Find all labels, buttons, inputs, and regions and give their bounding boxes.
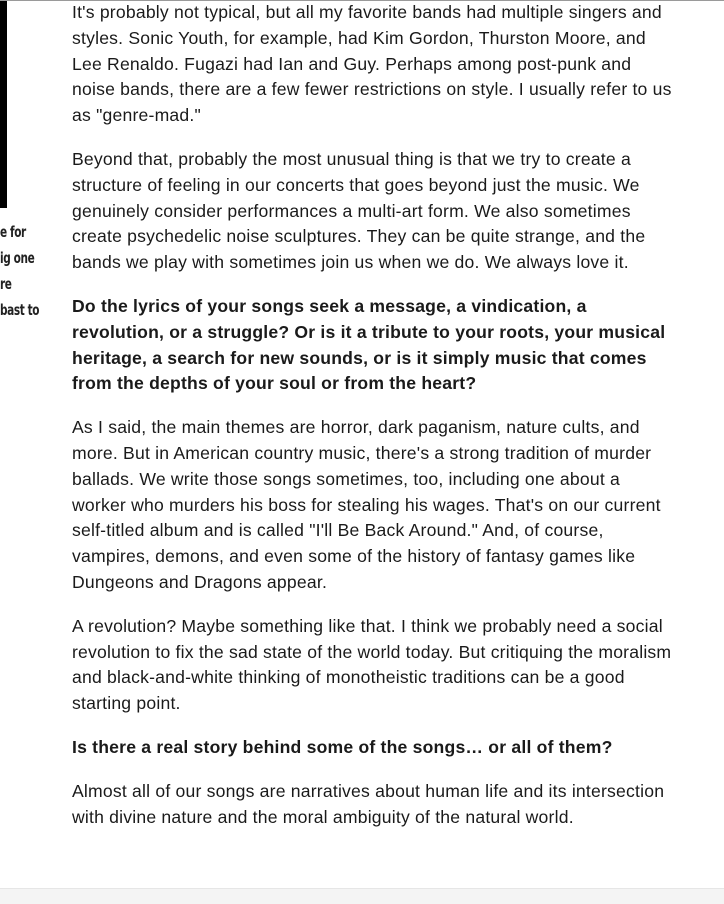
- sidebar-image-edge: [0, 1, 7, 208]
- answer-paragraph: Beyond that, probably the most unusual thing is that we try to create a structure of feeling in our concerts that goes beyond just the music. We genuinely consider performances a multi-art form. We also sometimes create psychedelic noise sculptures. They can be quite strange, and the bands we play with sometimes join us when we do. We always love it.: [72, 148, 646, 273]
- sidebar-text-fragment: re: [0, 275, 12, 293]
- answer-paragraph: It's probably not typical, but all my favorite bands had multiple singers and styles. Sonic Youth, for example, had Kim Gordon, Thurston Moore, and Lee Renaldo. Fugazi had Ian and Guy. Perhaps among post-punk and noise bands, there are a few fewer restrictions on style. I usually refer to us as "genre-mad.": [72, 2, 672, 126]
- bottom-bar: [0, 888, 724, 904]
- sidebar-text-fragment: ig one: [0, 249, 35, 267]
- answer-paragraph: A revolution? Maybe something like that. I think we probably need a social revolution to fix the sad state of the world today. But critiquing the moralism and black-and-white thinking of monotheistic traditions can be a good starting point.: [72, 615, 672, 714]
- interview-question: Is there a real story behind some of the songs… or all of them?: [72, 736, 613, 757]
- interview-question: Do the lyrics of your songs seek a message, a vindication, a revolution, or a struggle? Or is it a tribute to your roots, your musical heritage, a search for new sounds, or is it simply music that comes from the depths of your soul or from the heart?: [72, 295, 666, 394]
- answer-paragraph: Almost all of our songs are narratives about human life and its intersection with divine nature and the moral ambiguity of the natural world.: [72, 780, 665, 827]
- sidebar-text-fragment: bast to: [0, 301, 40, 319]
- article-body: [72, 0, 672, 848]
- answer-paragraph: As I said, the main themes are horror, dark paganism, nature cults, and more. But in American country music, there's a strong tradition of murder ballads. We write those songs sometimes, too, including one about a worker who murders his boss for stealing his wages. That's on our current self-titled album and is called "I'll Be Back Around." And, of course, vampires, demons, and even some of the history of fantasy games like Dungeons and Dragons appear.: [72, 417, 661, 592]
- sidebar-text-fragment: e for: [0, 223, 26, 241]
